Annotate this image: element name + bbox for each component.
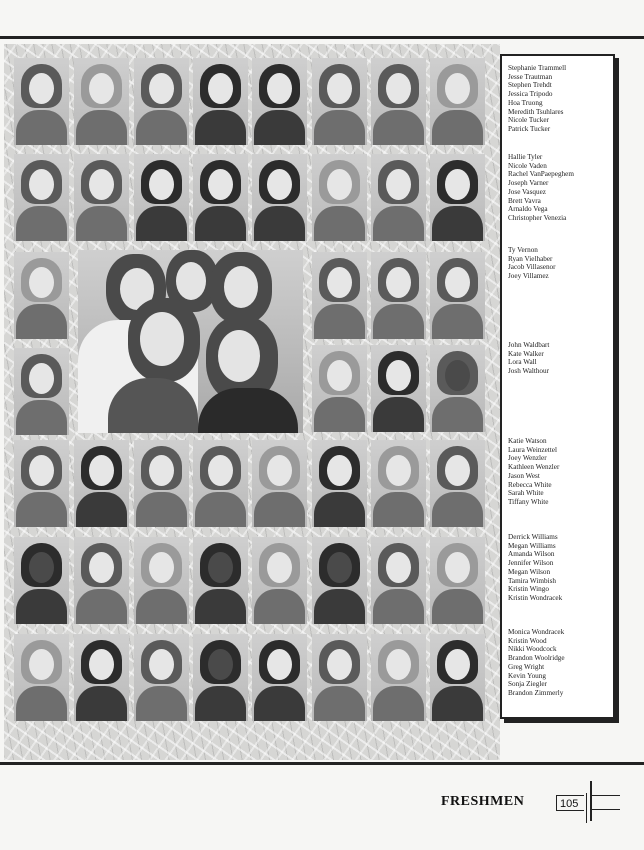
portrait-photo <box>371 58 426 145</box>
student-name: Kristin Wingo <box>508 585 549 594</box>
portrait-photo <box>134 537 189 624</box>
student-name: Stephen Trehdt <box>508 81 552 90</box>
student-name: Nicole Vaden <box>508 161 547 170</box>
portrait-photo <box>312 252 367 339</box>
student-name: Jason West <box>508 471 540 480</box>
student-name: Jennifer Wilson <box>508 559 554 568</box>
student-name: Megan Williams <box>508 541 556 550</box>
portrait-photo <box>252 58 307 145</box>
student-name: Christopher Venezia <box>508 213 567 222</box>
page-number: 105 <box>560 798 579 810</box>
portrait-photo <box>430 537 485 624</box>
student-name: Greg Wright <box>508 662 545 671</box>
name-group-row-3 <box>508 246 556 281</box>
student-name: Kevin Young <box>508 671 546 680</box>
portrait-photo <box>371 634 426 721</box>
portrait-photo <box>252 154 307 241</box>
portrait-photo <box>134 440 189 527</box>
portrait-photo <box>74 440 129 527</box>
portrait-photo <box>134 58 189 145</box>
student-name: Lora Wall <box>508 358 537 367</box>
student-name: Tamira Wimbish <box>508 576 556 585</box>
name-group-row-5 <box>508 437 559 507</box>
student-name: Hoa Truong <box>508 98 543 107</box>
portrait-photo <box>371 345 426 432</box>
portrait-photo <box>134 634 189 721</box>
student-name: Josh Walthour <box>508 367 550 376</box>
student-name: Joey Wenzler <box>508 454 547 463</box>
portrait-photo <box>74 58 129 145</box>
portrait-photo <box>193 537 248 624</box>
student-name: Amanda Wilson <box>508 550 555 559</box>
portrait-photo <box>430 252 485 339</box>
student-name: Meredith Tsuhlares <box>508 107 564 116</box>
portrait-photo <box>74 537 129 624</box>
name-group-row-6 <box>508 533 562 603</box>
name-group-row-4 <box>508 341 549 376</box>
portrait-photo <box>193 154 248 241</box>
student-name: Nicole Tucker <box>508 116 549 125</box>
student-name: Jessica Tripodo <box>508 90 553 99</box>
decorative-line <box>590 781 592 821</box>
student-name: Arnaldo Vega <box>508 205 548 214</box>
portrait-photo <box>14 537 69 624</box>
portrait-photo <box>134 154 189 241</box>
portrait-photo <box>193 634 248 721</box>
student-name: Jesse Trautman <box>508 72 553 81</box>
portrait-photo <box>252 440 307 527</box>
portrait-photo <box>312 634 367 721</box>
student-name: Ty Vernon <box>508 246 538 254</box>
portrait-photo <box>252 537 307 624</box>
portrait-photo <box>312 154 367 241</box>
student-name: Joseph Varner <box>508 179 549 188</box>
portrait-photo <box>14 348 69 435</box>
portrait-photo <box>312 440 367 527</box>
student-name: Kristin Wondracek <box>508 593 563 602</box>
portrait-photo <box>371 537 426 624</box>
student-name: Brandon Woolridge <box>508 654 565 663</box>
student-name: Katie Watson <box>508 437 547 445</box>
student-name: Jose Vasquez <box>508 187 546 196</box>
portrait-photo <box>252 634 307 721</box>
portrait-photo <box>312 58 367 145</box>
section-title: FRESHMEN <box>441 794 525 809</box>
student-name: Kristin Wood <box>508 636 547 645</box>
portrait-photo <box>193 58 248 145</box>
name-group-row-2 <box>508 153 574 223</box>
portrait-photo <box>14 634 69 721</box>
student-name: Megan Wilson <box>508 567 551 576</box>
student-name: Sonja Ziegler <box>508 680 547 689</box>
portrait-photo <box>430 345 485 432</box>
decorative-line <box>586 793 587 823</box>
student-name: Hallie Tyler <box>508 153 543 161</box>
student-name: Rachel VanPaepeghem <box>508 170 574 179</box>
name-group-row-1 <box>508 64 566 134</box>
portrait-photo <box>312 537 367 624</box>
student-name: Patrick Tucker <box>508 124 551 133</box>
student-name: Nikki Woodcock <box>508 645 557 654</box>
portrait-photo <box>14 252 69 339</box>
decorative-line <box>590 795 620 796</box>
portrait-photo <box>74 634 129 721</box>
student-name: John Waldbart <box>508 341 550 349</box>
student-name: Brett Vavra <box>508 196 541 205</box>
portrait-photo <box>371 154 426 241</box>
student-name: Joey Villamez <box>508 272 549 281</box>
name-group-row-7 <box>508 628 565 698</box>
student-name: Monica Wondracek <box>508 628 565 636</box>
student-name: Rebecca White <box>508 480 552 489</box>
portrait-photo <box>430 58 485 145</box>
portrait-photo <box>430 154 485 241</box>
portrait-photo <box>371 440 426 527</box>
student-name: Kathleen Wenzler <box>508 463 560 472</box>
student-name: Tiffany White <box>508 497 549 506</box>
group-photo <box>78 250 303 433</box>
portrait-photo <box>312 345 367 432</box>
student-name: Jacob Villasenor <box>508 263 556 272</box>
portrait-photo <box>14 154 69 241</box>
student-name: Derrick Williams <box>508 533 558 541</box>
student-name: Stephanie Trammell <box>508 64 567 72</box>
student-name: Brandon Zimmerly <box>508 688 564 697</box>
top-rule <box>0 36 644 39</box>
portrait-photo <box>14 58 69 145</box>
portrait-photo <box>193 440 248 527</box>
portrait-photo <box>74 154 129 241</box>
student-name: Ryan Vielhaber <box>508 254 553 263</box>
portrait-photo <box>371 252 426 339</box>
student-name: Laura Weinzettel <box>508 445 557 454</box>
names-panel <box>500 54 615 719</box>
student-name: Kate Walker <box>508 349 544 358</box>
portrait-photo <box>430 440 485 527</box>
student-name: Sarah White <box>508 489 544 498</box>
portrait-photo <box>14 440 69 527</box>
portrait-photo <box>430 634 485 721</box>
decorative-line <box>590 809 620 810</box>
bottom-rule <box>0 762 644 765</box>
